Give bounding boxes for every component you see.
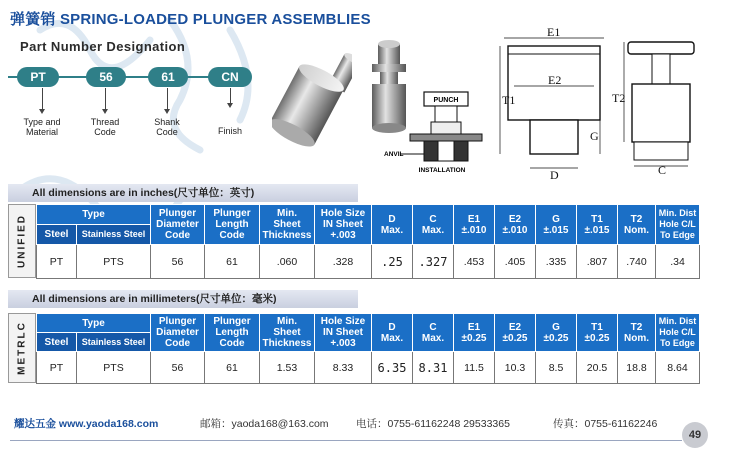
col-hole-size: Hole Size IN Sheet +.003 xyxy=(315,205,372,245)
cell-t2: .740 xyxy=(618,245,656,279)
footer-phone: 电话：0755-61162248 29533365 xyxy=(356,418,510,430)
col-steel: Steel xyxy=(37,225,77,245)
cell-e2: 10.3 xyxy=(495,352,536,384)
dim-c: C xyxy=(658,163,667,177)
installation-label: INSTALLATION xyxy=(418,167,466,174)
dim-d: D xyxy=(550,168,559,180)
cell-c: .327 xyxy=(413,245,454,279)
anvil-label: ANVIL xyxy=(384,151,404,158)
cell-diameter: 56 xyxy=(151,245,205,279)
cell-t1: .807 xyxy=(577,245,618,279)
col-min-dist: Min. Dist Hole C/L To Edge xyxy=(656,314,700,352)
unified-side-label: UNIFIED xyxy=(8,204,36,278)
col-min-sheet: Min. Sheet Thickness xyxy=(260,205,315,245)
col-hole-size: Hole Size IN Sheet +.003 xyxy=(315,314,372,352)
col-e2: E2 ±.010 xyxy=(495,205,536,245)
page-title: 弹簧销 SPRING-LOADED PLUNGER ASSEMBLIES xyxy=(10,11,371,28)
dimension-drawing xyxy=(492,18,702,180)
col-plunger-diameter: Plunger Diameter Code xyxy=(151,205,205,245)
col-steel: Steel xyxy=(37,333,77,352)
cell-steel: PT xyxy=(37,352,77,384)
footer-fax: 传真：0755-61162246 xyxy=(553,418,658,430)
col-e1: E1 ±0.25 xyxy=(454,314,495,352)
dim-g: G xyxy=(590,129,599,143)
col-e2: E2 ±0.25 xyxy=(495,314,536,352)
col-t1: T1 ±0.25 xyxy=(577,314,618,352)
cell-stainless: PTS xyxy=(77,245,151,279)
col-t1: T1 ±.015 xyxy=(577,205,618,245)
col-c: C Max. xyxy=(413,205,454,245)
cell-g: 8.5 xyxy=(536,352,577,384)
table-row xyxy=(37,352,700,384)
cell-length: 61 xyxy=(205,245,260,279)
cell-min-sheet: .060 xyxy=(260,245,315,279)
cell-min-dist: 8.64 xyxy=(656,352,700,384)
metric-side-label: METRLC xyxy=(8,313,36,383)
label-shank: Shank Code xyxy=(154,117,180,137)
col-stainless: Stainless Steel xyxy=(77,333,151,352)
col-d: D Max. xyxy=(372,205,413,245)
dim-t1: T1 xyxy=(502,93,516,107)
cell-diameter: 56 xyxy=(151,352,205,384)
col-plunger-length: Plunger Length Code xyxy=(205,314,260,352)
unified-table xyxy=(36,204,700,279)
col-stainless: Stainless Steel xyxy=(77,225,151,245)
dim-e2: E2 xyxy=(548,73,562,87)
cell-e1: .453 xyxy=(454,245,495,279)
cell-c: 8.31 xyxy=(413,352,454,384)
col-t2: T2 Nom. xyxy=(618,314,656,352)
footer-email: 邮箱：yaoda168@163.com xyxy=(200,418,329,430)
cell-length: 61 xyxy=(205,352,260,384)
col-plunger-diameter: Plunger Diameter Code xyxy=(151,314,205,352)
arrow-finish xyxy=(230,88,231,104)
cell-d: .25 xyxy=(372,245,413,279)
arrow-type xyxy=(42,88,43,110)
dim-e1: E1 xyxy=(547,25,561,39)
col-c: C Max. xyxy=(413,314,454,352)
cell-t1: 20.5 xyxy=(577,352,618,384)
col-d: D Max. xyxy=(372,314,413,352)
col-e1: E1 ±.010 xyxy=(454,205,495,245)
code-pill-shank: 61 xyxy=(148,67,188,87)
label-finish: Finish xyxy=(217,126,242,136)
plunger-photo-large xyxy=(272,48,352,148)
code-pill-finish: CN xyxy=(208,67,252,87)
arrow-shank xyxy=(167,88,168,110)
metric-heading: All dimensions are in millimeters(尺寸单位：毫米) xyxy=(8,290,358,308)
col-min-sheet: Min. Sheet Thickness xyxy=(260,314,315,352)
installation-drawing xyxy=(380,90,490,178)
code-pill-type: PT xyxy=(17,67,59,87)
cell-min-sheet: 1.53 xyxy=(260,352,315,384)
col-g: G ±0.25 xyxy=(536,314,577,352)
cell-e2: .405 xyxy=(495,245,536,279)
col-plunger-length: Plunger Length Code xyxy=(205,205,260,245)
metric-table xyxy=(36,313,700,384)
dim-t2: T2 xyxy=(612,91,626,105)
cell-g: .335 xyxy=(536,245,577,279)
cell-e1: 11.5 xyxy=(454,352,495,384)
col-type: Type xyxy=(37,205,151,225)
page-number: 49 xyxy=(682,422,708,448)
cell-d: 6.35 xyxy=(372,352,413,384)
section-subtitle: Part Number Designation xyxy=(20,39,186,54)
code-pill-thread: 56 xyxy=(86,67,126,87)
col-g: G ±.015 xyxy=(536,205,577,245)
cell-hole: .328 xyxy=(315,245,372,279)
label-type: Type and Material xyxy=(23,117,61,137)
punch-label: PUNCH xyxy=(433,97,459,104)
col-min-dist: Min. Dist Hole C/L To Edge xyxy=(656,205,700,245)
cell-min-dist: .34 xyxy=(656,245,700,279)
arrow-thread xyxy=(105,88,106,110)
cell-steel: PT xyxy=(37,245,77,279)
label-thread: Thread Code xyxy=(90,117,120,137)
footer-divider xyxy=(10,440,682,441)
col-type: Type xyxy=(37,314,151,333)
cell-hole: 8.33 xyxy=(315,352,372,384)
cell-stainless: PTS xyxy=(77,352,151,384)
footer-brand: 耀达五金 www.yaoda168.com xyxy=(14,418,159,430)
table-row xyxy=(37,245,700,279)
cell-t2: 18.8 xyxy=(618,352,656,384)
col-t2: T2 Nom. xyxy=(618,205,656,245)
unified-heading: All dimensions are in inches(尺寸单位：英寸) xyxy=(8,184,358,202)
